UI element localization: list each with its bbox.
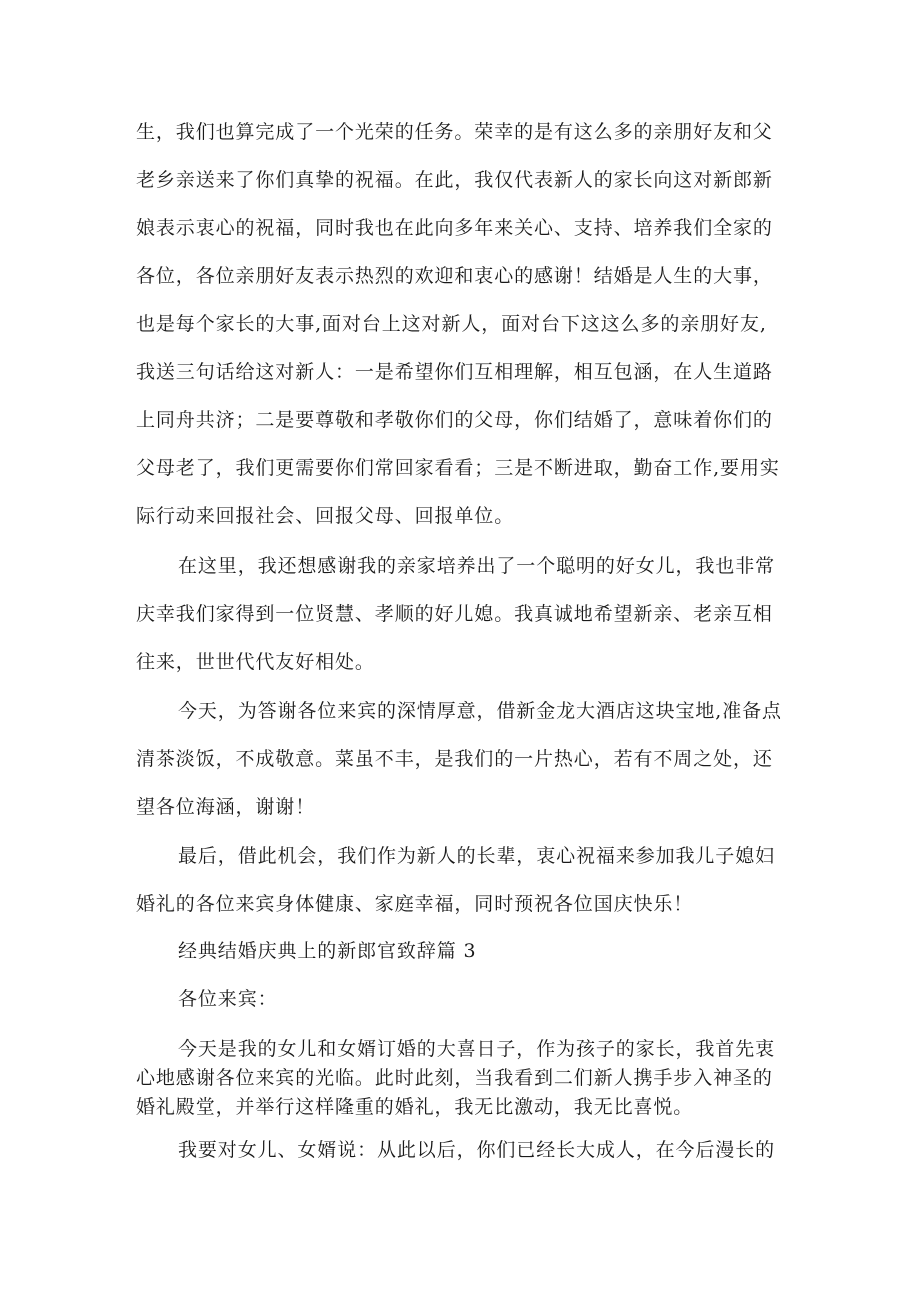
- section-heading: 经典结婚庆典上的新郎官致辞篇 3: [178, 940, 477, 962]
- text-line: 我送三句话给这对新人：一是希望你们互相理解，相互包涵，在人生道路: [136, 361, 773, 383]
- text-line: 娘表示衷心的祝福，同时我也在此向多年来关心、支持、培养我们全家的: [136, 217, 773, 239]
- text-line: 各位，各位亲朋好友表示热烈的欢迎和衷心的感谢！结婚是人生的大事，: [136, 265, 773, 287]
- text-line: 今天，为答谢各位来宾的深情厚意，借新金龙大酒店这块宝地,准备点: [178, 700, 782, 722]
- text-line: 生，我们也算完成了一个光荣的任务。荣幸的是有这么多的亲朋好友和父: [136, 121, 773, 143]
- text-line: 我要对女儿、女婿说：从此以后，你们已经长大成人，在今后漫长的: [178, 1139, 776, 1161]
- text-line: 父母老了，我们更需要你们常回家看看；三是不断进取，勤奋工作,要用实: [136, 457, 780, 479]
- text-line: 今天是我的女儿和女婿订婚的大喜日子，作为孩子的家长，我首先衷: [178, 1038, 776, 1060]
- text-line: 清茶淡饭，不成敬意。菜虽不丰，是我们的一片热心，若有不周之处，还: [136, 748, 773, 770]
- text-line: 上同舟共济；二是要尊敬和孝敬你们的父母，你们结婚了，意味着你们的: [136, 409, 773, 431]
- text-line: 庆幸我们家得到一位贤慧、孝顺的好儿媳。我真诚地希望新亲、老亲互相: [136, 603, 773, 625]
- text-line: 老乡亲送来了你们真挚的祝福。在此，我仅代表新人的家长向这对新郎新: [136, 169, 773, 191]
- salutation: 各位来宾：: [178, 988, 278, 1010]
- text-line: 婚礼殿堂，并举行这样隆重的婚礼，我无比激动，我无比喜悦。: [136, 1096, 694, 1118]
- text-line: 最后，借此机会，我们作为新人的长辈，衷心祝福来参加我儿子媳妇: [178, 845, 776, 867]
- text-line: 际行动来回报社会、回报父母、回报单位。: [136, 505, 515, 527]
- text-line: 心地感谢各位来宾的光临。此时此刻，当我看到二们新人携手步入神圣的: [136, 1067, 773, 1089]
- text-line: 婚礼的各位来宾身体健康、家庭幸福，同时预祝各位国庆快乐！: [136, 893, 694, 915]
- text-line: 在这里，我还想感谢我的亲家培养出了一个聪明的好女儿，我也非常: [178, 555, 776, 577]
- text-line: 望各位海涵，谢谢！: [136, 796, 316, 818]
- text-line: 也是每个家长的大事,面对台上这对新人，面对台下这这么多的亲朋好友,: [136, 313, 767, 335]
- text-line: 往来，世世代代友好相处。: [136, 651, 375, 673]
